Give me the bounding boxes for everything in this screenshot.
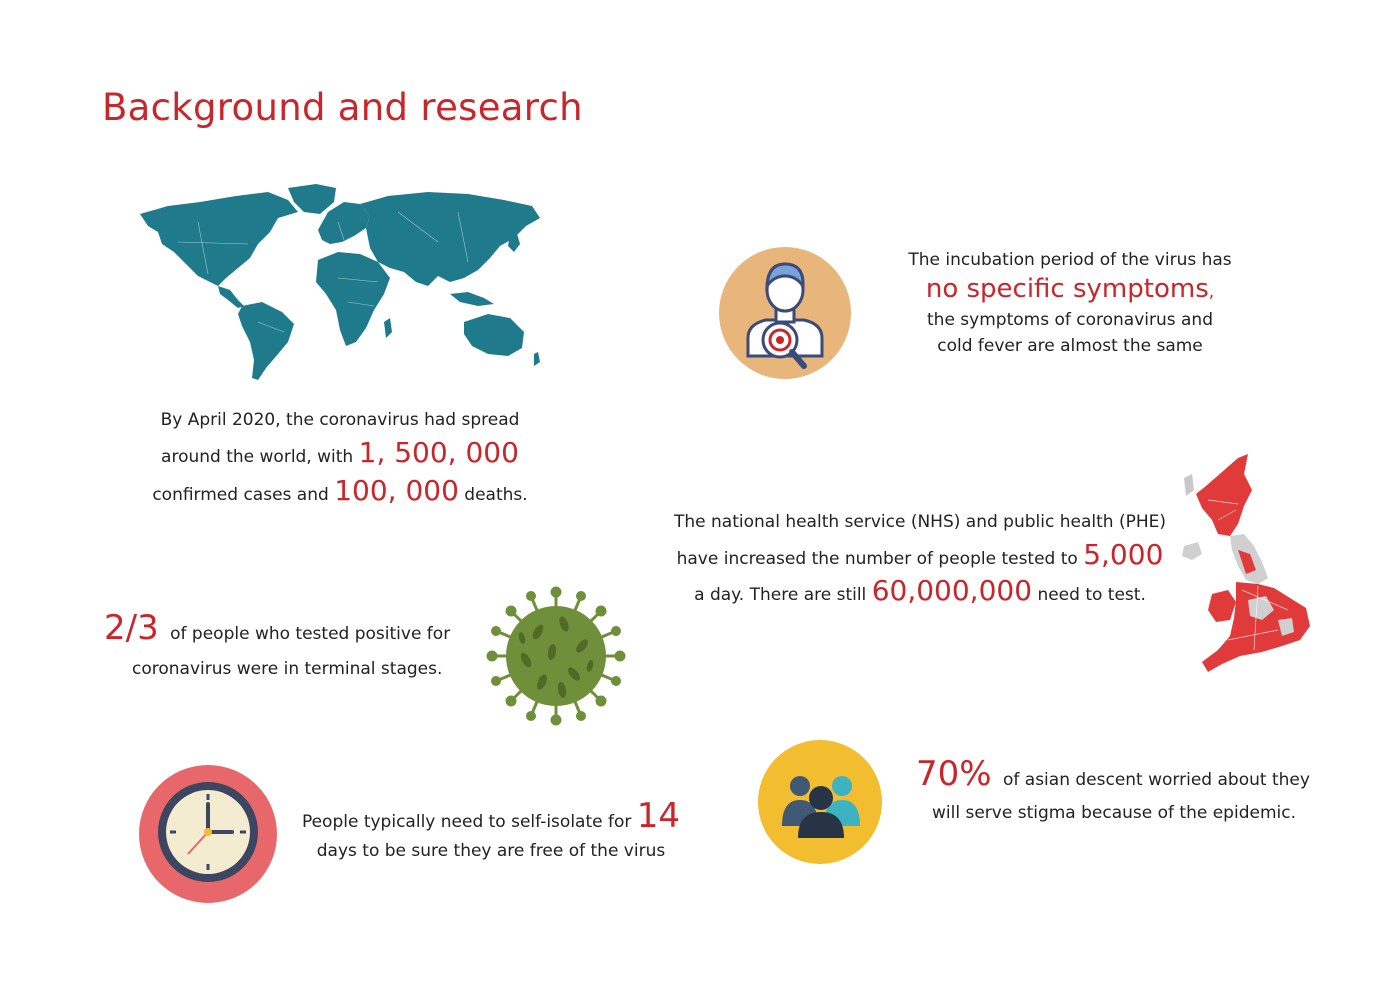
stigma-line1: of asian descent worried about they [1002,770,1310,790]
confirmed-cases-figure: 1, 500, 000 [358,436,519,470]
percent-figure: 70% [916,754,992,794]
nhs-line3: a day. There are still [694,584,867,605]
remaining-to-test-figure: 60,000,000 [871,573,1033,607]
isolate-line1: People typically need to self-isolate for [301,812,632,832]
world-map-icon [138,182,543,382]
world-stat-line1: By April 2020, the coronavirus had spread [160,410,520,430]
terminal-line1: of people who tested positive for [170,624,451,644]
clock-icon [138,764,278,904]
nhs-line2: have increased the number of people tested to [676,549,1078,570]
nhs-line3-end: need to test. [1037,584,1146,605]
nhs-line1: The national health service (NHS) and public health (PHE) [674,512,1166,532]
deaths-figure: 100, 000 [334,473,459,507]
incubation-line3: the symptoms of coronavirus and [927,309,1213,330]
world-stat-line3-end: deaths. [464,484,528,505]
isolate-line2: days to be sure they are free of the virus [316,840,666,861]
incubation-line1: The incubation period of the virus has [908,250,1232,270]
doctor-magnifier-icon [718,246,852,380]
people-group-icon [758,740,882,864]
stigma-line2: will serve stigma because of the epidemic. [932,802,1296,823]
incubation-line4: cold fever are almost the same [937,335,1203,356]
incubation-comma: , [1208,282,1215,303]
world-stat-line2: around the world, with [161,447,354,468]
fraction-figure: 2/3 [104,608,159,648]
tested-per-day-figure: 5,000 [1083,538,1164,572]
world-stat-line3: confirmed cases and [152,484,329,505]
virus-icon [486,586,626,726]
isolation-days-figure: 14 [636,796,681,836]
terminal-line2: coronavirus were in terminal stages. [132,658,443,679]
uk-map-icon [1178,450,1318,682]
no-specific-symptoms-highlight: no specific symptoms [925,274,1209,305]
page-title: Background and research [102,86,583,129]
